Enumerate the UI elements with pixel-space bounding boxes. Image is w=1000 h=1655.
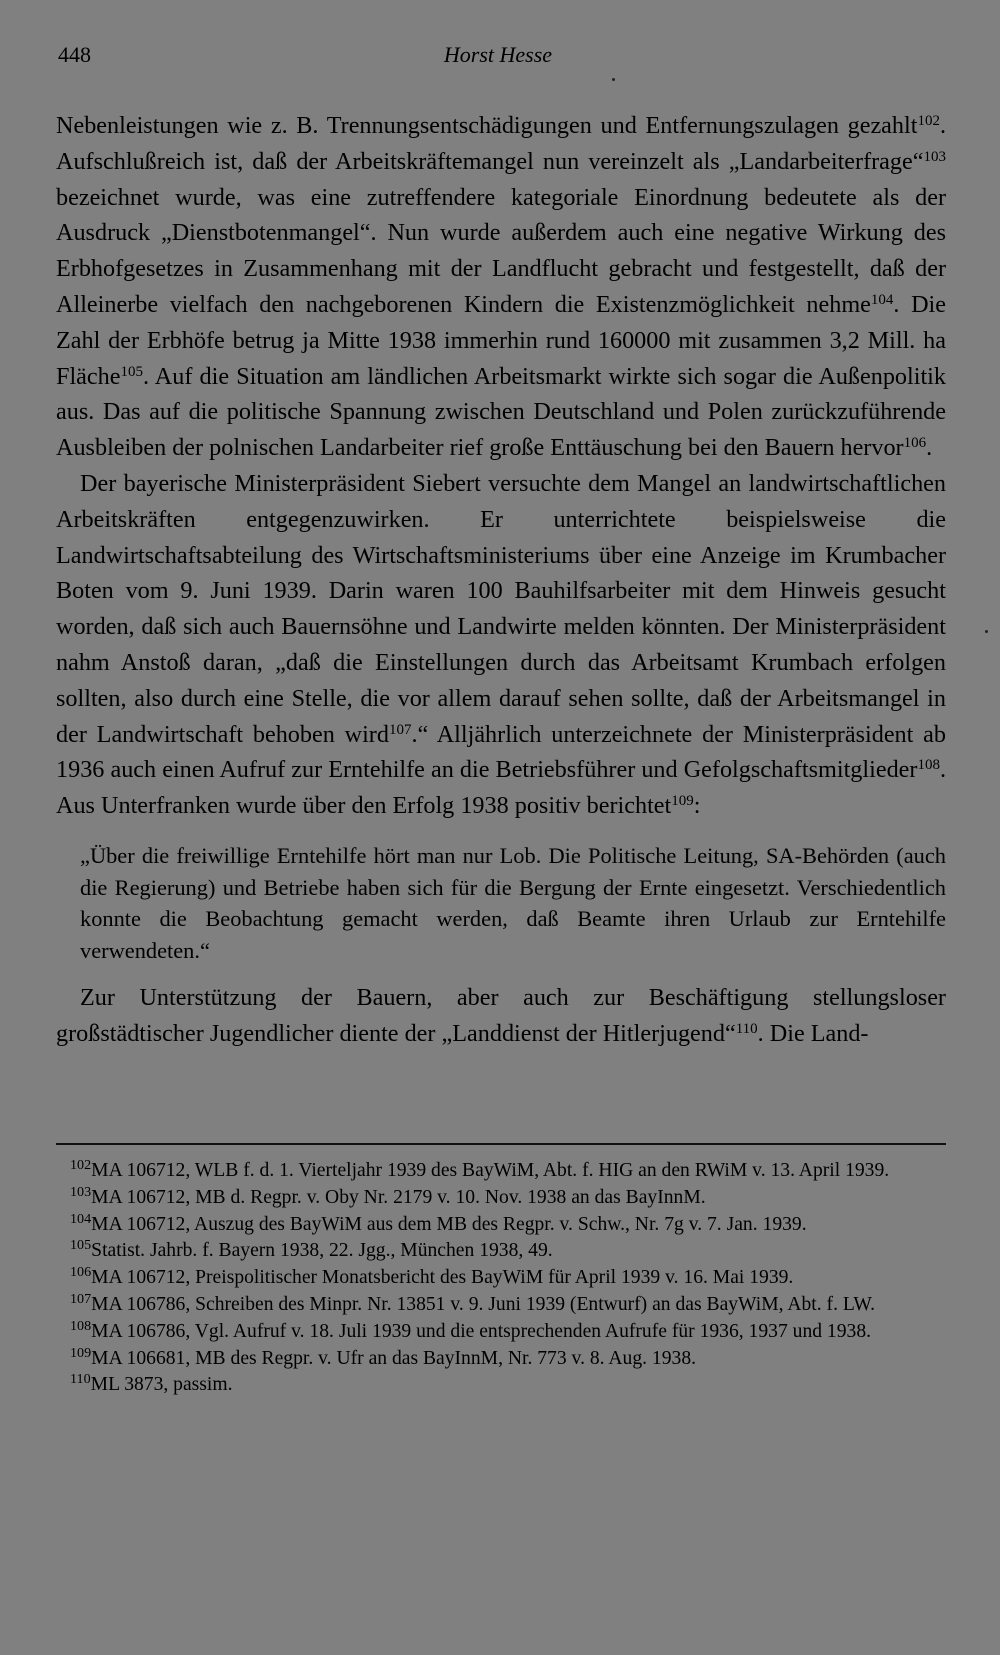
text-run: . Die Zahl der Erbhöfe betrug ja Mitte 1938 immerhin rund 160000 mit zusammen 3,2 Mill. ha Fläche: [56, 290, 946, 390]
footnote-text: MA 106712, MB d. Regpr. v. Oby Nr. 2179 v. 10. Nov. 1938 an das BayInnM.: [91, 1186, 706, 1208]
footnote: [50, 1292, 942, 1319]
text-run: bezeichnet wurde, was eine zutreffendere kategoriale Einordnung bedeutete als der Ausdruck „Dienstbotenmangel“. Nun wurde außerdem auch eine negative Wirkung des Erbhofgesetzes in Zusammenhang mit der Landflucht gebracht und festgestellt, daß der Alleinerbe vielfach den nachgeborenen Kindern die Existenzmöglichkeit nehme: [56, 183, 946, 318]
body-paragraph: [56, 980, 946, 1052]
footnote-separator: [56, 1143, 946, 1145]
scan-speck: [985, 630, 988, 633]
footnote-number-text: 102: [70, 1156, 92, 1173]
body-paragraph: [56, 466, 946, 824]
footnote: [50, 1238, 942, 1265]
footnote-number: [50, 1210, 92, 1235]
text-run: . Aus Unterfranken wurde über den Erfolg 1938 positiv berichtet: [56, 756, 946, 820]
footnote: [50, 1346, 942, 1373]
footnote: [50, 1265, 942, 1292]
block-quote: [80, 840, 946, 966]
footnote-ref: 107: [388, 721, 412, 738]
text-run: Zur Unterstützung der Bauern, aber auch zur Beschäftigung stellungsloser großstädtischer Jugendlicher diente der „Landdienst der Hitlerjugend“: [56, 984, 946, 1048]
text-run: „Über die freiwillige Erntehilfe hört man nur Lob. Die Politische Leitung, SA-Behörden (auch die Regierung) und Betriebe haben sich für die Bergung der Ernte eingesetzt. Verschiedentlich konnte die Beobachtung gemacht werden, daß Beamte ihren Urlaub zur Erntehilfe verwendeten.“: [80, 842, 946, 963]
footnote-number-text: 110: [70, 1371, 91, 1388]
footnote-text: MA 106786, Vgl. Aufruf v. 18. Juli 1939 und die entsprechenden Aufrufe für 1936, 1937 und 1938.: [91, 1320, 872, 1342]
footnote-text: MA 106681, MB des Regpr. v. Ufr an das BayInnM, Nr. 773 v. 8. Aug. 1938.: [91, 1347, 697, 1369]
footnote-number-text: 109: [70, 1344, 92, 1361]
footnote-text: MA 106712, Auszug des BayWiM aus dem MB des Regpr. v. Schw., Nr. 7g v. 7. Jan. 1939.: [91, 1213, 807, 1235]
footnote-ref: 102: [917, 112, 940, 129]
footnote-ref: 106: [903, 434, 927, 451]
footnote-number: [50, 1264, 92, 1288]
text-run: . Die Land-: [757, 1020, 869, 1048]
footnote: [50, 1372, 942, 1399]
text-run: . Auf die Situation am ländlichen Arbeitsmarkt wirkte sich sogar die Außenpolitik aus. Das auf die politische Spannung zwischen Deutschland und Polen zurückzuführende Ausbleiben der polnischen Landarbeiter rief große Enttäuschung bei den Bauern hervor: [56, 362, 946, 462]
footnote-text: MA 106786, Schreiben des Minpr. Nr. 13851 v. 9. Juni 1939 (Entwurf) an das BayWiM, Abt. f. LW.: [91, 1293, 875, 1315]
body-paragraph: [56, 108, 946, 466]
footnote-text: Statist. Jahrb. f. Bayern 1938, 22. Jgg., München 1938, 49.: [91, 1240, 553, 1262]
footnote-text: MA 106712, WLB f. d. 1. Vierteljahr 1939 des BayWiM, Abt. f. HIG an den RWiM v. 13. April 1939.: [91, 1160, 890, 1181]
footnote-number-text: 106: [70, 1264, 92, 1281]
footnote-number-text: 107: [70, 1290, 92, 1307]
footnote-number-text: 108: [70, 1317, 92, 1334]
footnote-ref: 105: [120, 363, 143, 380]
body-text: [56, 108, 946, 1052]
footnote-number: [50, 1371, 91, 1395]
text-run: :: [693, 792, 701, 820]
footnote: [50, 1185, 942, 1212]
text-run: Der bayerische Ministerpräsident Siebert versuchte dem Mangel an landwirtschaftlichen Arbeitskräften entgegenzuwirken. Er unterrichtete beispielsweise die Landwirtschaftsabteilung des Wirtschaftsministeriums über eine Anzeige im Krumbacher Boten vom 9. Juni 1939. Darin waren 100 Bauhilfsarbeiter mit dem Hinweis gesucht worden, daß sich auch Bauernsöhne und Landwirte melden könnten. Der Ministerpräsident nahm Anstoß daran, „daß die Einstellungen durch das Arbeitsamt Krumbach erfolgen sollten, also durch eine Stelle, die vor allem darauf sehen sollte, daß der Arbeitsmangel in der Landwirtschaft behoben wird: [56, 469, 946, 748]
footnote-number-text: 104: [70, 1210, 92, 1227]
text-run: .“ Alljährlich unterzeichnete der Ministerpräsident ab 1936 auch einen Aufruf zur Erntehilfe an die Betriebsführer und Gefolgschaftsmitglieder: [56, 720, 946, 784]
running-head: Horst Hesse: [443, 42, 553, 67]
footnote-number-text: 105: [70, 1237, 92, 1254]
footnote-number-text: 103: [70, 1183, 92, 1200]
footnote-text: ML 3873, passim.: [90, 1374, 233, 1396]
footnote: [50, 1212, 942, 1239]
footnote-ref: 103: [923, 148, 946, 165]
footnote-ref: 108: [917, 757, 940, 774]
footnote-ref: 109: [671, 792, 694, 809]
page-number: 448: [58, 42, 91, 67]
footnote: [50, 1319, 942, 1346]
text-run: .: [926, 434, 933, 462]
footnotes: [50, 1158, 942, 1399]
footnote-number: [50, 1237, 92, 1261]
footnote-number: [50, 1290, 92, 1315]
scan-speck: [612, 78, 615, 81]
footnote-number: [50, 1344, 92, 1369]
text-run: . Aufschlußreich ist, daß der Arbeitskräftemangel nun vereinzelt als „Landarbeiterfrage“: [56, 112, 946, 175]
footnote-ref: 110: [735, 1020, 758, 1037]
footnote-ref: 104: [870, 291, 894, 308]
footnote-number: [50, 1317, 92, 1342]
footnote-number: [50, 1183, 92, 1208]
footnote-text: MA 106712, Preispolitischer Monatsbericht des BayWiM für April 1939 v. 16. Mai 1939.: [91, 1267, 794, 1289]
footnote: [50, 1158, 942, 1185]
text-run: Nebenleistungen wie z. B. Trennungsentschädigungen und Entfernungszulagen gezahlt: [56, 112, 918, 139]
page-header: [58, 38, 938, 78]
footnote-number: [50, 1156, 92, 1181]
